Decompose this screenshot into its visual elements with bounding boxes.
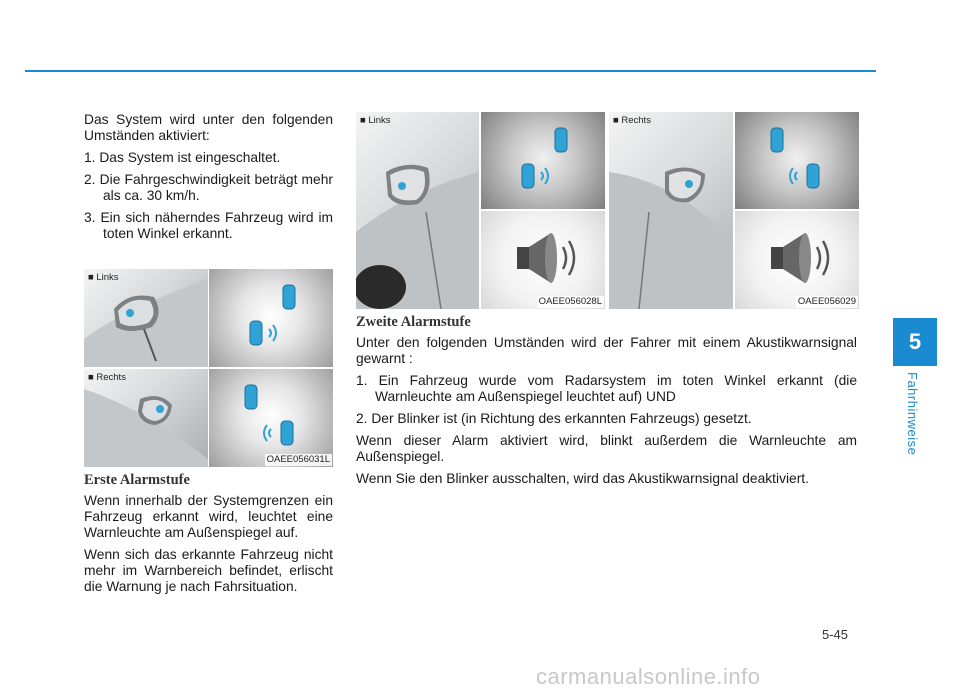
car-icon — [281, 421, 293, 445]
car-icon — [522, 164, 534, 188]
speaker-icon — [771, 233, 828, 283]
second-stage-item-1: 1. Ein Fahrzeug wurde vom Radarsystem im toten Winkel erkannt (die Warnleuchte am Außenspiegel leuchtet auf) UND — [356, 373, 857, 404]
car-left-image — [356, 112, 479, 309]
speaker-left-illustration — [481, 211, 605, 309]
chapter-tab: 5 — [893, 318, 937, 366]
radar-left-image-2 — [481, 112, 605, 209]
car-icon — [555, 128, 567, 152]
car-icon — [245, 385, 257, 409]
first-stage-heading: Erste Alarmstufe — [84, 472, 190, 488]
car-icon — [807, 164, 819, 188]
second-stage-section — [356, 314, 857, 493]
second-stage-intro: Unter den folgenden Umständen wird der Fahrer mit einem Akustikwarnsignal gewarnt : — [356, 335, 857, 366]
radar-right-illustration — [209, 369, 333, 467]
first-stage-paragraph-1: Wenn innerhalb der Systemgrenzen ein Fahrzeug erkannt wird, leuchtet eine Warnleuchte am Außenspiegel auf. — [84, 493, 333, 540]
warning-light-icon — [156, 405, 164, 413]
mirror-right-illustration — [84, 369, 208, 467]
first-stage-paragraph-2: Wenn sich das erkannte Fahrzeug nicht mehr im Warnbereich befindet, erlischt die Warnung je nach Fahrsituation. — [84, 547, 333, 594]
intro-text: Das System wird unter den folgenden Umständen aktiviert: — [84, 112, 333, 143]
figure2-code-left: OAEE056028L — [538, 296, 602, 307]
radar-right-image-2 — [735, 112, 859, 209]
figure1-label-left: ■ Links — [88, 272, 119, 283]
speaker-left-image — [481, 211, 605, 309]
figure1-label-right: ■ Rechts — [88, 372, 126, 383]
radar-left-illustration — [209, 269, 333, 367]
second-stage-paragraph-1: Wenn dieser Alarm aktiviert wird, blinkt außerdem die Warnleuchte am Außenspiegel. — [356, 433, 857, 464]
car-left-illustration — [356, 112, 479, 309]
watermark: carmanualsonline.info — [536, 664, 761, 689]
car-right-illustration — [609, 112, 733, 309]
car-icon — [250, 321, 262, 345]
speaker-icon — [517, 233, 574, 283]
speaker-right-illustration — [735, 211, 859, 309]
intro-item-1: 1. Das System ist eingeschaltet. — [84, 150, 281, 165]
intro-item-3: 3. Ein sich näherndes Fahrzeug wird im toten Winkel erkannt. — [84, 210, 333, 241]
figure1-code: OAEE056031L — [266, 454, 330, 465]
radar-right-image — [209, 369, 333, 467]
car-icon — [771, 128, 783, 152]
mirror-left-image — [84, 269, 208, 367]
second-stage-item-2: 2. Der Blinker ist (in Richtung des erkannten Fahrzeugs) gesetzt. — [356, 411, 752, 426]
figure2-label-right: ■ Rechts — [613, 115, 651, 126]
mirror-right-image — [84, 369, 208, 467]
warning-light-icon — [398, 182, 406, 190]
car-icon — [283, 285, 295, 309]
signal-waves-icon — [790, 168, 797, 184]
figure-second-stage — [356, 112, 859, 309]
figure-first-stage — [84, 269, 333, 469]
radar-left-illustration-2 — [481, 112, 605, 209]
mirror-left-illustration — [84, 269, 208, 367]
first-stage-section — [84, 472, 333, 601]
signal-waves-icon — [264, 425, 271, 441]
intro-section — [84, 112, 333, 248]
warning-light-icon — [685, 180, 693, 188]
header-rule — [25, 70, 876, 72]
page-number: 5-45 — [822, 627, 849, 642]
figure2-label-left: ■ Links — [360, 115, 391, 126]
intro-item-2: 2. Die Fahrgeschwindigkeit beträgt mehr als ca. 30 km/h. — [84, 172, 333, 203]
figure2-code-right: OAEE056029 — [797, 296, 856, 307]
chapter-title-text: Fahrhinweise — [905, 372, 920, 456]
radar-right-illustration-2 — [735, 112, 859, 209]
second-stage-heading: Zweite Alarmstufe — [356, 314, 471, 330]
second-stage-paragraph-2: Wenn Sie den Blinker ausschalten, wird das Akustikwarnsignal deaktiviert. — [356, 471, 809, 486]
speaker-right-image — [735, 211, 859, 309]
chapter-title — [904, 372, 924, 462]
warning-light-icon — [126, 309, 134, 317]
car-right-image — [609, 112, 733, 309]
signal-waves-icon — [541, 168, 548, 184]
radar-left-image — [209, 269, 333, 367]
signal-waves-icon — [269, 325, 276, 341]
